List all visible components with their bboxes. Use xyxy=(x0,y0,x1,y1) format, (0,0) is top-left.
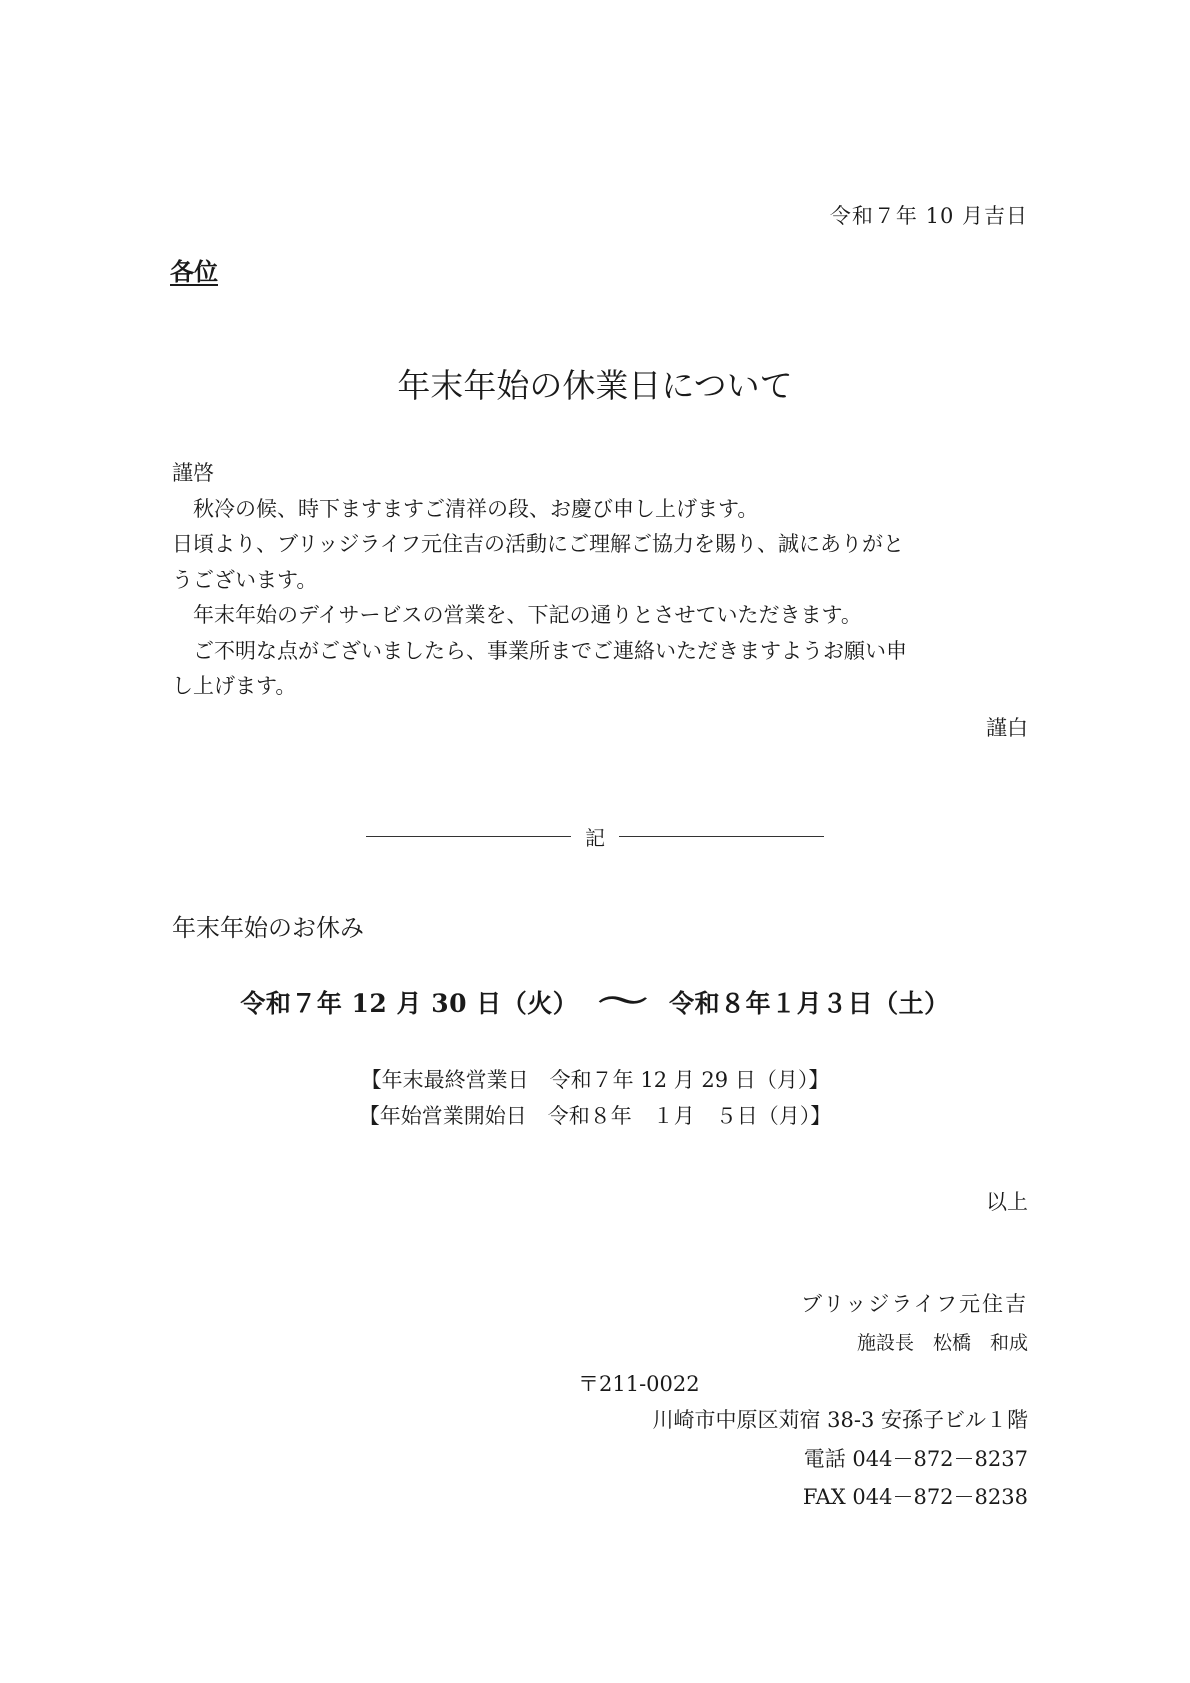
holiday-period xyxy=(0,976,1190,1022)
postal-code: 〒211-0022 xyxy=(578,1372,700,1396)
divider-line-left xyxy=(366,836,571,837)
ki-label: 記 xyxy=(585,826,605,850)
period-end: 令和８年１月３日（土） xyxy=(669,989,950,1018)
body-line: うございます。 xyxy=(172,567,318,592)
end-mark: 以上 xyxy=(986,1190,1028,1214)
salutation: 謹啓 xyxy=(172,461,214,485)
body-line: 秋冷の候、時下ますますご清祥の段、お慶び申し上げます。 xyxy=(172,496,759,521)
body-line: 日頃より、ブリッジライフ元住吉の活動にご理解ご協力を賜り、誠にありがと xyxy=(172,532,905,556)
first-business-day: 【年始営業開始日 令和８年 １月 ５日（月）】 xyxy=(358,1104,832,1128)
document-date: 令和７年 10 月吉日 xyxy=(829,204,1028,228)
letter-body xyxy=(172,456,1030,705)
business-day-notes xyxy=(0,1062,1190,1134)
ki-divider xyxy=(0,822,1190,851)
sender-fax: FAX 044－872－8238 xyxy=(802,1485,1028,1509)
closing: 謹白 xyxy=(986,716,1028,740)
period-start: 令和７年 12 月 30 日（火） xyxy=(240,989,579,1018)
sender-organization: ブリッジライフ元住吉 xyxy=(800,1292,1028,1316)
divider-line-right xyxy=(619,836,824,837)
body-line: 年末年始のデイサービスの営業を、下記の通りとさせていただきます。 xyxy=(172,603,862,627)
addressee: 各位 xyxy=(170,258,218,286)
period-separator: 〜 xyxy=(597,982,650,1020)
sender-manager: 施設長 松橋 和成 xyxy=(856,1332,1028,1354)
sender-address: 川崎市中原区苅宿 38-3 安孫子ビル１階 xyxy=(652,1408,1028,1432)
sender-tel: 電話 044－872－8237 xyxy=(803,1447,1028,1471)
last-business-day: 【年末最終営業日 令和７年 12 月 29 日（月）】 xyxy=(360,1068,830,1092)
section-title: 年末年始のお休み xyxy=(172,914,364,942)
body-line: ご不明な点がございましたら、事業所までご連絡いただきますようお願い申 xyxy=(172,638,907,663)
document-title: 年末年始の休業日について xyxy=(397,366,793,405)
body-line: し上げます。 xyxy=(172,674,297,698)
